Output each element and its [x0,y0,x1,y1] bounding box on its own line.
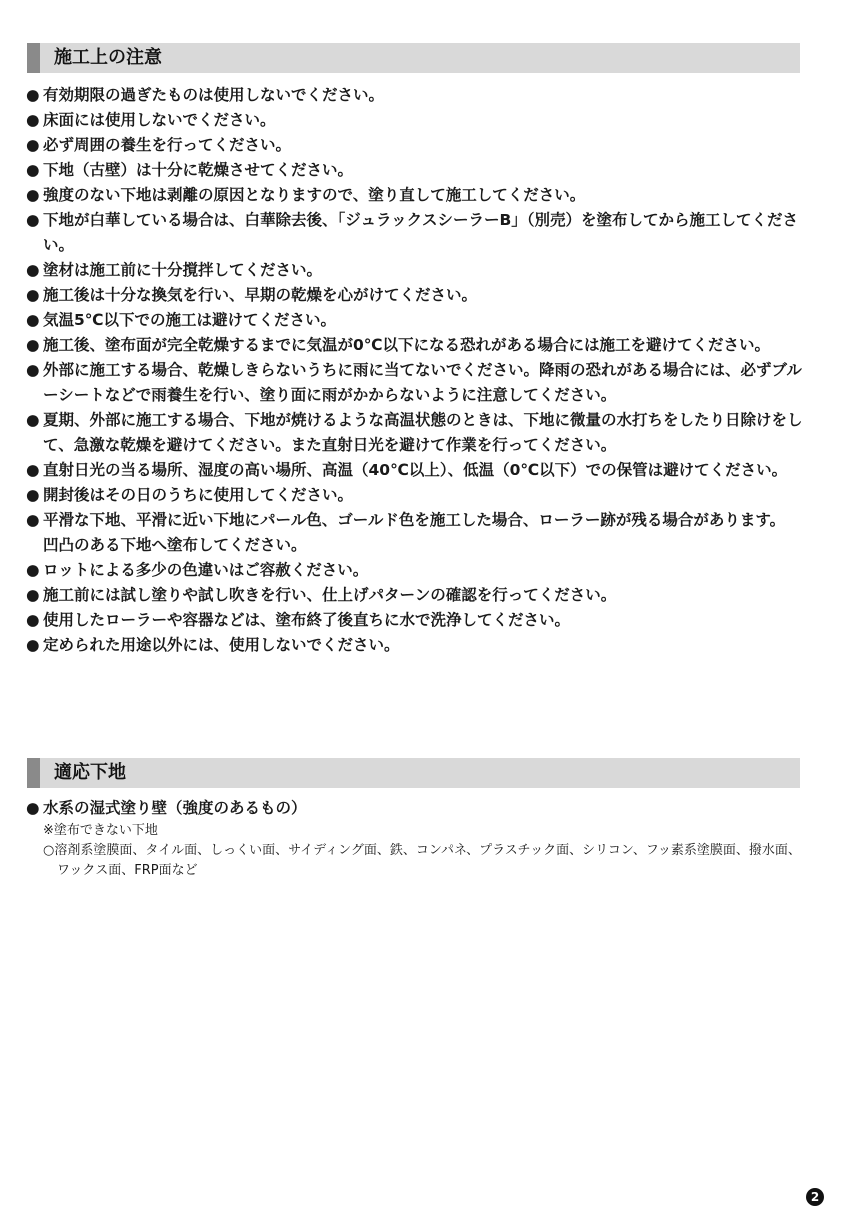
precaution-item-text: 外部に施工する場合、乾燥しきらないうちに雨に当てないでください。降雨の恐れがある場合には、必ずブルーシートなどで雨養生を行い、塗り面に雨がかからないように注意してください。 [43,361,802,404]
precaution-item [26,508,804,558]
bullet-icon: ● [26,136,40,154]
precaution-item-text: 直射日光の当る場所、湿度の高い場所、高温（40℃以上）、低温（0℃以下）での保管は避けてください。 [43,461,788,479]
bullet-icon: ● [26,211,40,229]
bullet-icon: ● [26,361,40,379]
precaution-item-text: 定められた用途以外には、使用しないでください。 [43,636,400,654]
precaution-item-text: 塗材は施工前に十分撹拌してください。 [43,261,323,279]
precaution-item-text: 必ず周囲の養生を行ってください。 [43,136,292,154]
page-number-badge: 2 [806,1188,824,1206]
unusable-substrates-list: ○溶剤系塗膜面、タイル面、しっくい面、サイディング面、鉄、コンパネ、プラスチック面、シリコン、フッ素系塗膜面、撥水面、ワックス面、FRP面など [43,843,801,878]
bullet-icon: ● [26,311,40,329]
precaution-item-text: 施工後は十分な換気を行い、早期の乾燥を心がけてください。 [43,286,478,304]
section-title-precautions: 施工上の注意 [54,47,162,68]
precaution-item [26,608,804,633]
precaution-item [26,583,804,608]
precaution-item [26,83,804,108]
substrate-item-text: 水系の湿式塗り壁（強度のあるもの） [43,799,307,817]
precaution-item-subtext: 凹凸のある下地へ塗布してください。 [43,536,307,554]
bullet-icon: ● [26,286,40,304]
precaution-item [26,208,804,258]
bullet-icon: ● [26,586,40,604]
precaution-item [26,258,804,283]
precaution-item [26,408,804,458]
precaution-item [26,158,804,183]
precaution-item [26,108,804,133]
precaution-item [26,333,804,358]
precaution-item [26,183,804,208]
bullet-icon: ● [26,799,40,817]
section-header-bar [27,43,40,73]
bullet-icon: ● [26,486,40,504]
precautions-list [26,83,804,658]
precaution-item [26,358,804,408]
precaution-item-text: 床面には使用しないでください。 [43,111,276,129]
bullet-icon: ● [26,636,40,654]
precaution-item [26,308,804,333]
precaution-item-text: 下地（古壁）は十分に乾燥させてください。 [43,161,354,179]
bullet-icon: ● [26,161,40,179]
bullet-icon: ● [26,561,40,579]
precaution-item-text: 施工後、塗布面が完全乾燥するまでに気温が0℃以下になる恐れがある場合には施工を避けてください。 [43,336,771,354]
precaution-item [26,283,804,308]
bullet-icon: ● [26,186,40,204]
precaution-item-text: 開封後はその日のうちに使用してください。 [43,486,354,504]
bullet-icon: ● [26,336,40,354]
bullet-icon: ● [26,611,40,629]
section-title-substrates: 適応下地 [54,762,126,783]
section-header-bar [27,758,40,788]
bullet-icon: ● [26,511,40,529]
precaution-item-text: 下地が白華している場合は、白華除去後、「ジュラックスシーラーB」（別売）を塗布してから施工してください。 [43,211,799,254]
bullet-icon: ● [26,411,40,429]
precaution-item [26,633,804,658]
bullet-icon: ● [26,111,40,129]
precaution-item [26,133,804,158]
unusable-substrates-label: ※塗布できない下地 [43,823,158,838]
bullet-icon: ● [26,86,40,104]
precaution-item-text: 平滑な下地、平滑に近い下地にパール色、ゴールド色を施工した場合、ローラー跡が残る場合があります。 [43,511,786,529]
precaution-item [26,558,804,583]
section-header-precautions [27,43,800,73]
precaution-item-text: 使用したローラーや容器などは、塗布終了後直ちに水で洗浄してください。 [43,611,571,629]
precaution-item-text: 有効期限の過ぎたものは使用しないでください。 [43,86,385,104]
substrate-item [26,796,804,821]
precaution-item-text: 気温5℃以下での施工は避けてください。 [43,311,337,329]
bullet-icon: ● [26,261,40,279]
substrates-content [26,796,804,881]
bullet-icon: ● [26,461,40,479]
section-header-substrates [27,758,800,788]
precaution-item-text: ロットによる多少の色違いはご容赦ください。 [43,561,369,579]
precaution-item-text: 施工前には試し塗りや試し吹きを行い、仕上げパターンの確認を行ってください。 [43,586,617,604]
precaution-item-text: 強度のない下地は剥離の原因となりますので、塗り直して施工してください。 [43,186,586,204]
precaution-item-text: 夏期、外部に施工する場合、下地が焼けるような高温状態のときは、下地に微量の水打ちをしたり日除けをして、急激な乾燥を避けてください。また直射日光を避けて作業を行ってください。 [43,411,803,454]
precaution-item [26,458,804,483]
precaution-item [26,483,804,508]
